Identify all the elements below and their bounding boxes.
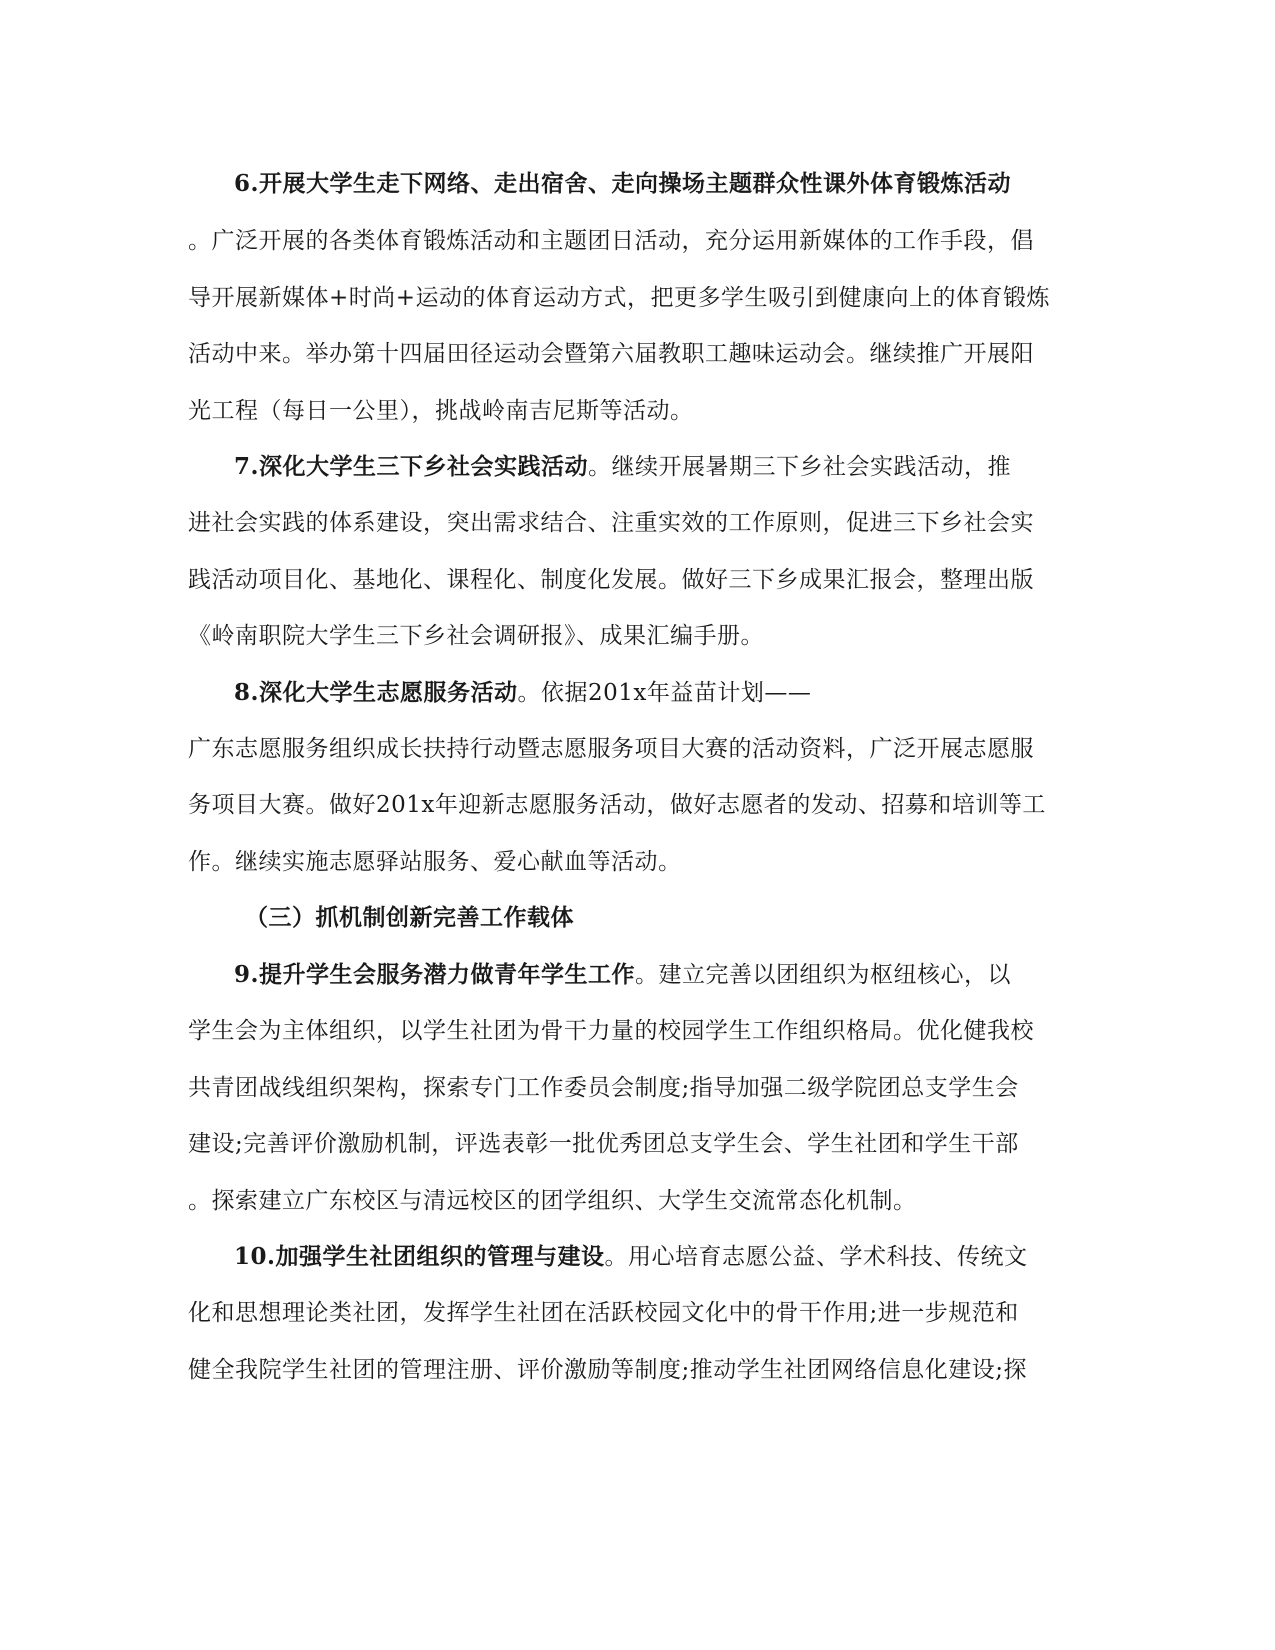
item-10-first-line	[234, 1242, 1088, 1272]
item-8-line-3: 作。继续实施志愿驿站服务、爱心献血等活动。	[188, 849, 682, 875]
item-9-heading: 9.提升学生会服务潜力做青年学生工作	[234, 961, 636, 988]
item-7-line-2: 践活动项目化、基地化、课程化、制度化发展。做好三下乡成果汇报会，整理出版	[188, 567, 1034, 593]
item-9-line-1: 学生会为主体组织，以学生社团为骨干力量的校园学生工作组织格局。优化健我校	[188, 1018, 1034, 1044]
item-9-line-2: 共青团战线组织架构，探索专门工作委员会制度;指导加强二级学院团总支学生会	[188, 1075, 1019, 1101]
item-6-heading: 6.开展大学生走下网络、走出宿舍、走向操场主题群众性课外体育锻炼活动	[234, 170, 1012, 197]
item-7-line-3: 《岭南职院大学生三下乡社会调研报》、成果汇编手册。	[188, 623, 764, 649]
item-10-heading: 10.加强学生社团组织的管理与建设	[234, 1243, 605, 1270]
section-3-heading: （三）抓机制创新完善工作载体	[245, 904, 574, 931]
item-10-first-rest: 。用心培育志愿公益、学术科技、传统文	[604, 1244, 1028, 1270]
item-7-first-line	[234, 452, 1088, 482]
item-9-first-rest: 。建立完善以团组织为枢纽核心，以	[635, 962, 1012, 988]
item-6-line-3: 活动中来。举办第十四届田径运动会暨第六届教职工趣味运动会。继续推广开展阳	[188, 341, 1034, 367]
item-6-line-4: 光工程（每日一公里），挑战岭南吉尼斯等活动。	[188, 398, 694, 424]
item-6-line-2: 导开展新媒体+时尚+运动的体育运动方式，把更多学生吸引到健康向上的体育锻炼	[188, 285, 1051, 311]
item-8-heading: 8.深化大学生志愿服务活动	[234, 679, 518, 706]
item-9-first-line	[234, 960, 1088, 990]
item-7-heading: 7.深化大学生三下乡社会实践活动	[234, 453, 589, 480]
item-8-first-rest: 。依据201x年益苗计划——	[517, 680, 812, 706]
item-7-first-rest: 。继续开展暑期三下乡社会实践活动，推	[588, 454, 1012, 480]
item-7-line-1: 进社会实践的体系建设，突出需求结合、注重实效的工作原则，促进三下乡社会实	[188, 510, 1034, 536]
item-9-line-4: 。探索建立广东校区与清远校区的团学组织、大学生交流常态化机制。	[188, 1188, 917, 1214]
item-9-line-3: 建设;完善评价激励机制，评选表彰一批优秀团总支学生会、学生社团和学生干部	[188, 1131, 1019, 1157]
item-8-first-line	[234, 678, 1088, 708]
item-10-line-1: 化和思想理论类社团，发挥学生社团在活跃校园文化中的骨干作用;进一步规范和	[188, 1300, 1019, 1326]
item-10-line-2: 健全我院学生社团的管理注册、评价激励等制度;推动学生社团网络信息化建设;探	[188, 1357, 1027, 1383]
item-8-line-1: 广东志愿服务组织成长扶持行动暨志愿服务项目大赛的活动资料，广泛开展志愿服	[188, 736, 1034, 762]
item-8-line-2: 务项目大赛。做好201x年迎新志愿服务活动，做好志愿者的发动、招募和培训等工	[188, 792, 1046, 818]
item-6-line-1: 。广泛开展的各类体育锻炼活动和主题团日活动，充分运用新媒体的工作手段，倡	[188, 228, 1034, 254]
